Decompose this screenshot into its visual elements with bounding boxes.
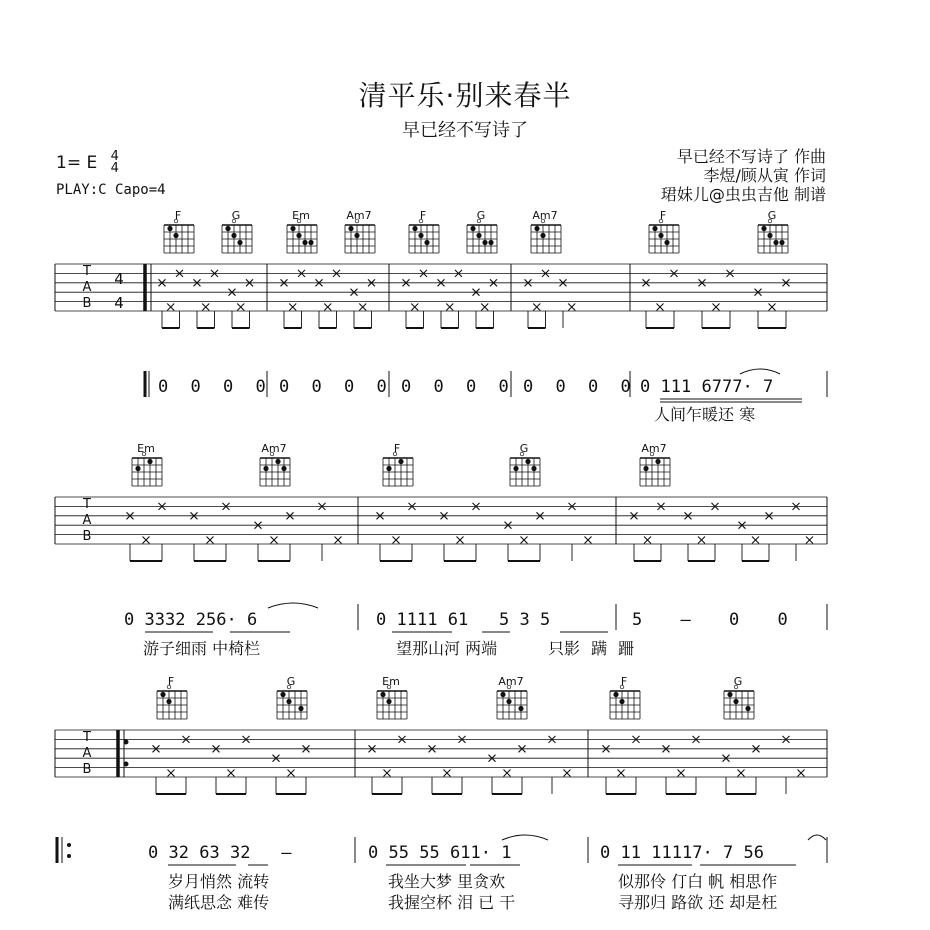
open-string-mark	[541, 219, 545, 223]
open-string-mark	[620, 685, 624, 689]
time-sig-top: 4	[114, 270, 124, 288]
note: 0	[600, 843, 611, 863]
tab-letter: A	[82, 513, 92, 528]
chord-name: F	[620, 675, 628, 688]
note: 5	[632, 610, 643, 630]
note: 0	[433, 377, 444, 397]
note: 0	[368, 843, 379, 863]
tab-letter: T	[83, 264, 91, 279]
note: 5	[206, 610, 217, 630]
lyric: 只影 蹒 跚	[548, 639, 635, 658]
chord-dot	[745, 706, 750, 711]
chord-dot	[506, 699, 511, 704]
note: 3	[230, 843, 241, 863]
time-sig-bottom: 4	[114, 294, 124, 312]
chord-dot	[655, 459, 660, 464]
key-label: 1= E	[56, 153, 98, 173]
note: 0	[640, 377, 651, 397]
note: 7	[711, 377, 722, 397]
note: 1	[660, 377, 671, 397]
note: 3	[519, 610, 530, 630]
open-string-mark	[659, 219, 663, 223]
tie	[268, 603, 318, 608]
chord-name: Em	[137, 442, 155, 455]
chord-dot	[308, 240, 313, 245]
open-string-mark	[287, 685, 291, 689]
note: 7·	[732, 377, 753, 397]
chord-name: Am7	[346, 209, 372, 222]
open-string-mark	[270, 452, 274, 456]
open-string-mark	[520, 452, 524, 456]
note: 1	[427, 610, 438, 630]
note: 1	[458, 610, 469, 630]
lyric: 岁月悄然 流转	[168, 872, 270, 891]
open-string-mark	[387, 685, 391, 689]
open-string-mark	[477, 219, 481, 223]
chord-dot	[727, 692, 732, 697]
note: 6	[450, 843, 461, 863]
chord-dot	[534, 226, 539, 231]
note: 1	[396, 610, 407, 630]
chord-dot	[643, 466, 648, 471]
chord-dot	[160, 692, 165, 697]
lyric-text: 寒	[739, 405, 756, 424]
note: 0	[620, 377, 631, 397]
chord-dot	[500, 692, 505, 697]
note: 0	[376, 377, 387, 397]
note: 0	[729, 610, 740, 630]
chord-dot	[482, 240, 487, 245]
chord-name: G	[519, 442, 529, 455]
lyric: 寻那归 路欲 还 却是枉	[618, 893, 778, 912]
note: 0	[523, 377, 534, 397]
lyric: 满纸思念 难传	[168, 893, 270, 912]
composer-credit: 早已经不写诗了 作曲	[676, 147, 826, 166]
chord-dot	[779, 240, 784, 245]
chord-dot	[470, 226, 475, 231]
chord-dot	[773, 240, 778, 245]
note: 7·	[692, 843, 713, 863]
tie	[502, 835, 548, 840]
note: 0	[344, 377, 355, 397]
note: 1	[651, 843, 662, 863]
note: 0	[311, 377, 322, 397]
note: 0	[190, 377, 201, 397]
repeat-dot	[124, 740, 129, 745]
song-title: 清平乐·别来春半	[358, 79, 572, 112]
note: 0	[255, 377, 266, 397]
chord-name: F	[174, 209, 182, 222]
note: –	[281, 843, 292, 863]
chord-dot	[613, 692, 618, 697]
tab-letter: B	[82, 296, 92, 311]
chord-dot	[664, 240, 669, 245]
open-string-mark	[734, 685, 738, 689]
chord-dot	[166, 699, 171, 704]
chord-name: Em	[382, 675, 400, 688]
open-string-mark	[768, 219, 772, 223]
open-string-mark	[174, 219, 178, 223]
note: 1	[682, 843, 693, 863]
chord-dot	[386, 466, 391, 471]
note: –	[680, 610, 691, 630]
note: 0	[466, 377, 477, 397]
note: 2	[178, 843, 189, 863]
note: 6	[701, 377, 712, 397]
chord-dot	[652, 226, 657, 231]
open-string-mark	[142, 452, 146, 456]
note: 5	[539, 610, 551, 630]
lyricist-credit: 李煜/顾从寅 作词	[703, 166, 826, 185]
chord-dot	[412, 226, 417, 231]
chord-dot	[424, 240, 429, 245]
tab-letter: T	[83, 497, 91, 512]
chord-dot	[398, 459, 403, 464]
chord-dot	[513, 466, 518, 471]
repeat-dot	[124, 762, 129, 767]
note: 1	[681, 377, 692, 397]
chord-dot	[173, 233, 178, 238]
note: 5	[498, 610, 510, 630]
chord-dot	[231, 233, 236, 238]
chord-dot	[348, 226, 353, 231]
note: 2	[195, 610, 206, 630]
chord-dot	[525, 459, 530, 464]
tie	[740, 369, 780, 374]
open-string-mark	[650, 452, 654, 456]
chord-name: G	[231, 209, 241, 222]
note: 0	[588, 377, 599, 397]
chord-dot	[275, 459, 280, 464]
note: 3	[168, 843, 179, 863]
note: 7	[762, 377, 774, 397]
note: 3	[154, 610, 165, 630]
note: 5	[429, 843, 440, 863]
chord-dot	[237, 240, 242, 245]
chord-name: Am7	[498, 675, 524, 688]
chord-dot	[290, 226, 295, 231]
open-string-mark	[355, 219, 359, 223]
lyric-text: 人间乍暖还	[654, 405, 735, 424]
chord-dot	[296, 233, 301, 238]
meter-top: 4	[110, 149, 119, 164]
note: 5	[743, 843, 754, 863]
note: 6·	[216, 610, 237, 630]
note: 7	[722, 377, 733, 397]
chord-dot	[225, 226, 230, 231]
note: 6	[199, 843, 210, 863]
note: 1	[406, 610, 417, 630]
chord-dot	[286, 699, 291, 704]
chord-name: Am7	[261, 442, 287, 455]
chord-dot	[418, 233, 423, 238]
open-string-mark	[419, 219, 423, 223]
chord-dot	[658, 233, 663, 238]
note: 0	[555, 377, 566, 397]
chord-dot	[488, 240, 493, 245]
tie	[808, 835, 826, 840]
tab-letter: B	[82, 529, 92, 544]
capo-info: PLAY:C Capo=4	[56, 182, 166, 198]
repeat-dot	[67, 854, 71, 858]
chord-dot	[733, 699, 738, 704]
chord-dot	[298, 706, 303, 711]
note: 1	[661, 843, 672, 863]
lyric: 我握空杯 泪 已 干	[388, 893, 516, 912]
open-string-mark	[167, 685, 171, 689]
note: 5	[419, 843, 430, 863]
note: 6	[753, 843, 764, 863]
chord-name: G	[733, 675, 743, 688]
chord-dot	[386, 699, 391, 704]
chord-name: F	[393, 442, 401, 455]
note: 1	[620, 843, 631, 863]
chord-name: G	[767, 209, 777, 222]
chord-name: G	[476, 209, 486, 222]
note: 0	[401, 377, 412, 397]
chord-dot	[167, 226, 172, 231]
chord-dot	[540, 233, 545, 238]
chord-name: F	[659, 209, 667, 222]
chord-dot	[280, 692, 285, 697]
chord-name: Em	[292, 209, 310, 222]
note: 0	[279, 377, 290, 397]
meter-bottom: 4	[110, 161, 119, 176]
open-string-mark	[393, 452, 397, 456]
chord-dot	[147, 459, 152, 464]
chord-name: F	[419, 209, 427, 222]
note: 0	[376, 610, 387, 630]
note: 2	[175, 610, 186, 630]
transcriber-credit: 珺妹儿@虫虫吉他 制谱	[660, 185, 826, 204]
song-subtitle: 早已经不写诗了	[402, 120, 528, 141]
lyric: 望那山河 两端	[396, 639, 498, 658]
chord-dot	[135, 466, 140, 471]
chord-dot	[476, 233, 481, 238]
note: 5	[388, 843, 399, 863]
note: 0	[124, 610, 135, 630]
note: 1	[671, 843, 682, 863]
note: 1·	[470, 843, 491, 863]
chord-name: Am7	[532, 209, 558, 222]
chord-dot	[354, 233, 359, 238]
lyric: 游子细雨 中椅栏	[143, 639, 261, 658]
chord-dot	[380, 692, 385, 697]
tab-letter: A	[82, 280, 92, 295]
note: 0	[148, 843, 159, 863]
note: 7	[722, 843, 734, 863]
note: 1	[501, 843, 512, 863]
note: 0	[498, 377, 509, 397]
note: 0	[777, 610, 788, 630]
chord-name: F	[167, 675, 175, 688]
note: 6	[246, 610, 258, 630]
chord-name: G	[286, 675, 296, 688]
tab-letter: B	[82, 762, 92, 777]
chord-dot	[531, 466, 536, 471]
lyric: 我坐大梦 里贪欢	[388, 872, 506, 891]
chord-name: Am7	[641, 442, 667, 455]
open-string-mark	[297, 219, 301, 223]
open-string-mark	[232, 219, 236, 223]
chord-dot	[767, 233, 772, 238]
chord-dot	[281, 466, 286, 471]
note: 3	[209, 843, 220, 863]
open-string-mark	[507, 685, 511, 689]
note: 0	[223, 377, 234, 397]
note: 2	[240, 843, 251, 863]
note: 1	[460, 843, 471, 863]
note: 1	[630, 843, 641, 863]
lyric: 似那伶 仃白 帆 相思作	[618, 872, 778, 891]
chord-dot	[302, 240, 307, 245]
note: 3	[165, 610, 176, 630]
note: 6	[447, 610, 458, 630]
tab-letter: T	[83, 730, 91, 745]
note: 0	[158, 377, 169, 397]
note: 1	[417, 610, 428, 630]
chord-dot	[263, 466, 268, 471]
chord-dot	[761, 226, 766, 231]
repeat-dot	[67, 843, 71, 847]
chord-dot	[619, 699, 624, 704]
tab-letter: A	[82, 746, 92, 761]
note: 1	[670, 377, 681, 397]
chord-dot	[518, 706, 523, 711]
note: 3	[144, 610, 155, 630]
note: 5	[398, 843, 409, 863]
